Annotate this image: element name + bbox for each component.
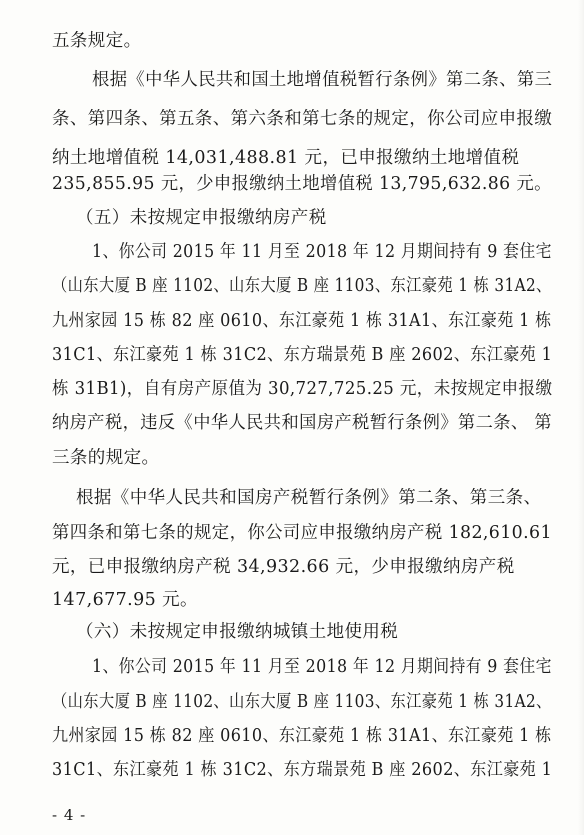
body-line: 三条的规定。 bbox=[52, 448, 160, 468]
body-line: 条、第四条、第五条、第六条和第七条的规定，你公司应申报缴 bbox=[52, 109, 553, 129]
page-number: - 4 - bbox=[52, 806, 87, 824]
body-line: 147,677.95 元。 bbox=[52, 590, 198, 610]
body-line: （山东大厦 B 座 1102、山东大厦 B 座 1103、东江豪苑 1 栋 31A2、 bbox=[52, 692, 552, 712]
body-line: 五条规定。 bbox=[52, 31, 142, 51]
body-line: 元，已申报缴纳房产税 34,932.66 元，少申报缴纳房产税 bbox=[52, 557, 515, 577]
body-line: 九州家园 15 栋 82 座 0610、东江豪苑 1 栋 31A1、东江豪苑 1 栋 bbox=[52, 311, 552, 331]
body-line: 1、你公司 2015 年 11 月至 2018 年 12 月期间持有 9 套住宅 bbox=[92, 242, 552, 262]
scan-edge-shadow bbox=[578, 0, 584, 835]
section-heading: （五）未按规定申报缴纳房产税 bbox=[76, 208, 327, 228]
body-line: 纳土地增值税 14,031,488.81 元，已申报缴纳土地增值税 bbox=[52, 148, 520, 168]
body-line: （山东大厦 B 座 1102、山东大厦 B 座 1103、东江豪苑 1 栋 31A2、 bbox=[52, 276, 552, 296]
body-line: 31C1、东江豪苑 1 栋 31C2、东方瑞景苑 B 座 2602、东江豪苑 1 bbox=[52, 760, 553, 780]
body-line: 235,855.95 元，少申报缴纳土地增值税 13,795,632.86 元。 bbox=[52, 174, 552, 194]
body-line: 1、你公司 2015 年 11 月至 2018 年 12 月期间持有 9 套住宅 bbox=[92, 657, 552, 677]
body-line: 根据《中华人民共和国土地增值税暂行条例》第二条、第三 bbox=[92, 70, 553, 90]
body-line: 纳房产税，违反《中华人民共和国房产税暂行条例》第二条、 第 bbox=[52, 413, 553, 433]
body-line: 31C1、东江豪苑 1 栋 31C2、东方瑞景苑 B 座 2602、东江豪苑 1 bbox=[52, 345, 553, 365]
body-line: 九州家园 15 栋 82 座 0610、东江豪苑 1 栋 31A1、东江豪苑 1 栋 bbox=[52, 726, 552, 746]
body-line: 第四条和第七条的规定，你公司应申报缴纳房产税 182,610.61 bbox=[52, 523, 552, 543]
section-heading: （六）未按规定申报缴纳城镇土地使用税 bbox=[76, 622, 399, 642]
body-line: 栋 31B1)，自有房产原值为 30,727,725.25 元，未按规定申报缴 bbox=[52, 379, 553, 399]
body-line: 根据《中华人民共和国房产税暂行条例》第二条、第三条、 bbox=[76, 488, 542, 508]
